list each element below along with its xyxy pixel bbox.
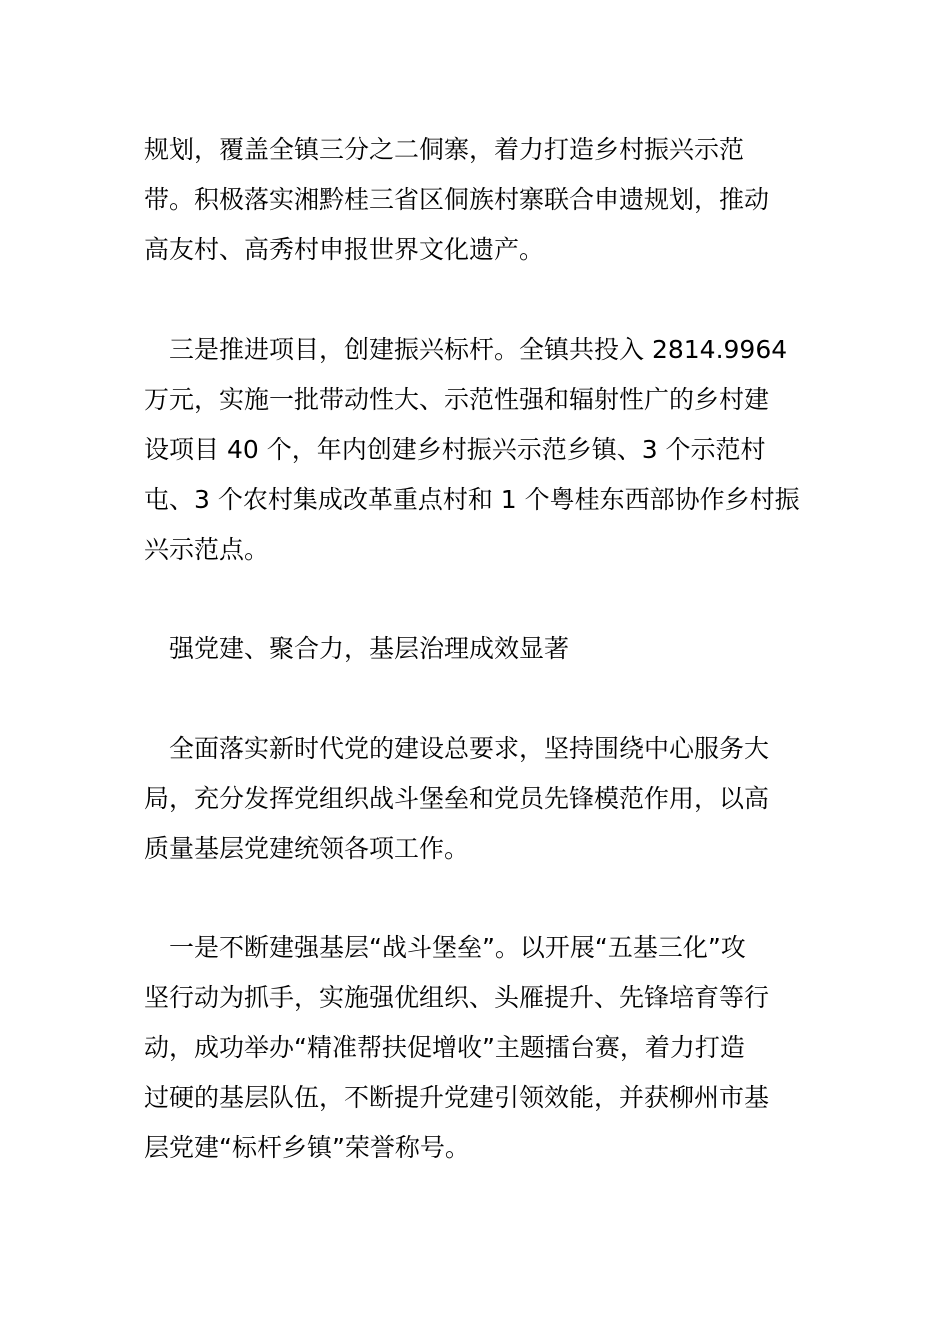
text-line: 质量基层党建统领各项工作。 [144,834,470,863]
text-line: 万元，实施一批带动性大、示范性强和辐射性广的乡村建 [144,385,770,414]
text-line: 规划，覆盖全镇三分之二侗寨，着力打造乡村振兴示范 [144,135,745,164]
text-line: 高友村、高秀村申报世界文化遗产。 [144,235,545,264]
text-line: 带。积极落实湘黔桂三省区侗族村寨联合申遗规划，推动 [144,185,770,214]
text-line: 强党建、聚合力，基层治理成效显著 [169,634,570,663]
text-line: 过硬的基层队伍，不断提升党建引领效能，并获柳州市基 [144,1083,770,1112]
text-line: 设项目 40 个，年内创建乡村振兴示范乡镇、3 个示范村 [144,435,766,464]
text-line: 一是不断建强基层“战斗堡垒”。以开展“五基三化”攻 [169,933,746,962]
text-line: 层党建“标杆乡镇”荣誉称号。 [144,1133,470,1162]
text-line: 动，成功举办“精准帮扶促增收”主题擂台赛，着力打造 [144,1033,745,1062]
text-line: 坚行动为抓手，实施强优组织、头雁提升、先锋培育等行 [144,983,770,1012]
text-line: 兴示范点。 [144,535,270,564]
text-line: 局，充分发挥党组织战斗堡垒和党员先锋模范作用，以高 [144,784,770,813]
text-line: 全面落实新时代党的建设总要求，坚持围绕中心服务大 [169,734,770,763]
text-line: 屯、3 个农村集成改革重点村和 1 个粤桂东西部协作乡村振 [144,485,800,514]
text-line: 三是推进项目，创建振兴标杆。全镇共投入 2814.9964 [169,335,788,364]
